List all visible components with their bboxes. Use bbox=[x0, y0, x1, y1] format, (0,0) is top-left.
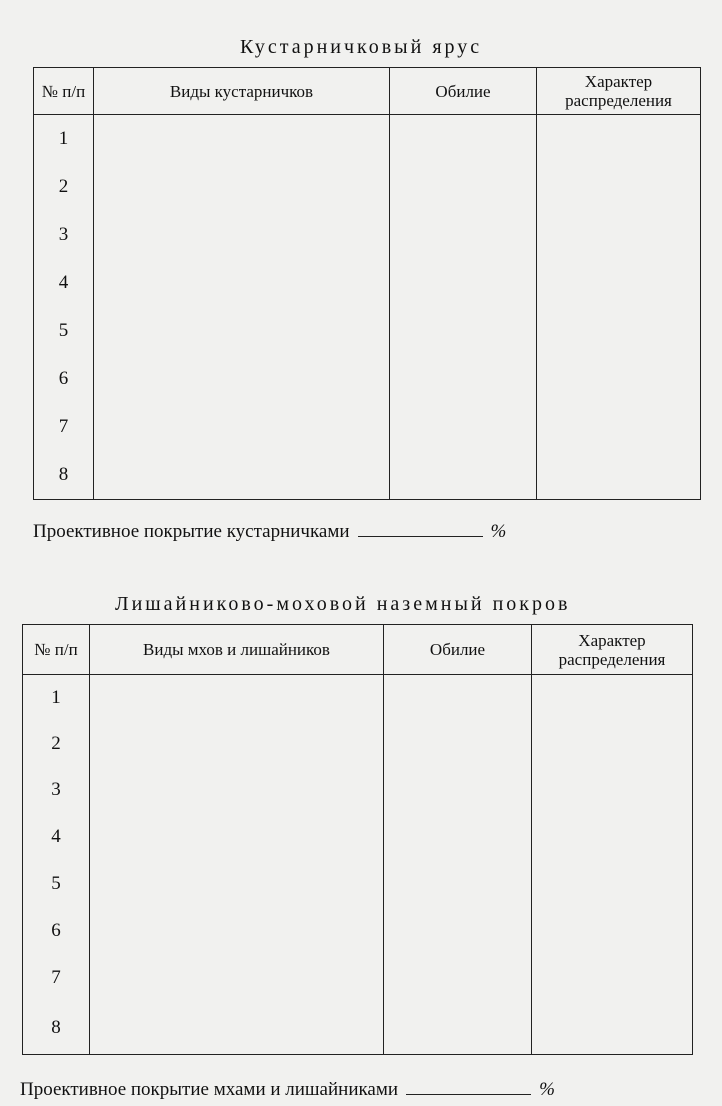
distribution-cell[interactable] bbox=[532, 675, 693, 721]
abundance-cell[interactable] bbox=[390, 451, 537, 500]
shrub-coverage-blank[interactable] bbox=[358, 520, 483, 537]
row-number: 7 bbox=[34, 403, 94, 451]
species-cell[interactable] bbox=[94, 355, 390, 403]
row-number: 2 bbox=[23, 721, 90, 767]
row-number: 2 bbox=[34, 163, 94, 211]
table-row bbox=[23, 675, 693, 721]
abundance-cell[interactable] bbox=[384, 767, 532, 814]
species-cell[interactable] bbox=[94, 451, 390, 500]
species-cell[interactable] bbox=[90, 908, 384, 955]
table-header-row bbox=[23, 625, 693, 675]
row-number: 6 bbox=[23, 908, 90, 955]
abundance-cell[interactable] bbox=[390, 211, 537, 259]
species-cell[interactable] bbox=[94, 163, 390, 211]
header-species: Виды мхов и лишайников bbox=[90, 625, 384, 675]
table-row bbox=[34, 403, 701, 451]
table-row bbox=[23, 814, 693, 861]
header-distribution: Характер распределения bbox=[532, 625, 693, 675]
distribution-cell[interactable] bbox=[537, 355, 701, 403]
header-num: № п/п bbox=[23, 625, 90, 675]
abundance-cell[interactable] bbox=[384, 1002, 532, 1055]
table-row bbox=[34, 211, 701, 259]
table-row bbox=[34, 259, 701, 307]
table-row bbox=[23, 1002, 693, 1055]
abundance-cell[interactable] bbox=[384, 955, 532, 1002]
moss-coverage-line bbox=[20, 1078, 555, 1101]
species-cell[interactable] bbox=[90, 861, 384, 908]
row-number: 5 bbox=[23, 861, 90, 908]
shrub-coverage-line bbox=[33, 520, 506, 543]
table-row bbox=[23, 767, 693, 814]
distribution-cell[interactable] bbox=[532, 861, 693, 908]
row-number: 8 bbox=[23, 1002, 90, 1055]
distribution-cell[interactable] bbox=[537, 115, 701, 163]
header-abundance: Обилие bbox=[390, 68, 537, 115]
moss-coverage-blank[interactable] bbox=[406, 1078, 531, 1095]
distribution-cell[interactable] bbox=[532, 767, 693, 814]
species-cell[interactable] bbox=[90, 675, 384, 721]
row-number: 7 bbox=[23, 955, 90, 1002]
table-header-row bbox=[34, 68, 701, 115]
table-row bbox=[34, 307, 701, 355]
abundance-cell[interactable] bbox=[390, 307, 537, 355]
row-number: 4 bbox=[23, 814, 90, 861]
species-cell[interactable] bbox=[94, 211, 390, 259]
header-species: Виды кустарничков bbox=[94, 68, 390, 115]
abundance-cell[interactable] bbox=[390, 355, 537, 403]
moss-coverage-unit: % bbox=[539, 1079, 555, 1100]
distribution-cell[interactable] bbox=[537, 163, 701, 211]
table-row bbox=[23, 955, 693, 1002]
row-number: 1 bbox=[23, 675, 90, 721]
table-row bbox=[23, 861, 693, 908]
header-num: № п/п bbox=[34, 68, 94, 115]
shrub-coverage-label: Проективное покрытие кустарничками bbox=[33, 521, 350, 542]
header-distribution: Характер распределения bbox=[537, 68, 701, 115]
table-row bbox=[34, 115, 701, 163]
moss-layer-title: Лишайниково-моховой наземный покров bbox=[115, 593, 571, 615]
abundance-cell[interactable] bbox=[390, 259, 537, 307]
row-number: 8 bbox=[34, 451, 94, 500]
row-number: 6 bbox=[34, 355, 94, 403]
abundance-cell[interactable] bbox=[384, 675, 532, 721]
species-cell[interactable] bbox=[90, 767, 384, 814]
abundance-cell[interactable] bbox=[390, 403, 537, 451]
species-cell[interactable] bbox=[90, 814, 384, 861]
distribution-cell[interactable] bbox=[537, 451, 701, 500]
abundance-cell[interactable] bbox=[384, 861, 532, 908]
species-cell[interactable] bbox=[90, 1002, 384, 1055]
abundance-cell[interactable] bbox=[384, 908, 532, 955]
row-number: 3 bbox=[23, 767, 90, 814]
table-row bbox=[23, 721, 693, 767]
distribution-cell[interactable] bbox=[537, 307, 701, 355]
distribution-cell[interactable] bbox=[532, 814, 693, 861]
table-row bbox=[23, 908, 693, 955]
header-abundance: Обилие bbox=[384, 625, 532, 675]
table-row bbox=[34, 355, 701, 403]
abundance-cell[interactable] bbox=[390, 163, 537, 211]
moss-coverage-label: Проективное покрытие мхами и лишайниками bbox=[20, 1079, 399, 1100]
distribution-cell[interactable] bbox=[537, 211, 701, 259]
row-number: 1 bbox=[34, 115, 94, 163]
table-row bbox=[34, 451, 701, 500]
species-cell[interactable] bbox=[94, 115, 390, 163]
species-cell[interactable] bbox=[94, 259, 390, 307]
distribution-cell[interactable] bbox=[532, 1002, 693, 1055]
row-number: 5 bbox=[34, 307, 94, 355]
species-cell[interactable] bbox=[90, 955, 384, 1002]
distribution-cell[interactable] bbox=[532, 721, 693, 767]
distribution-cell[interactable] bbox=[537, 259, 701, 307]
species-cell[interactable] bbox=[94, 403, 390, 451]
shrub-layer-table bbox=[33, 67, 701, 500]
abundance-cell[interactable] bbox=[384, 721, 532, 767]
species-cell[interactable] bbox=[94, 307, 390, 355]
abundance-cell[interactable] bbox=[384, 814, 532, 861]
row-number: 3 bbox=[34, 211, 94, 259]
row-number: 4 bbox=[34, 259, 94, 307]
distribution-cell[interactable] bbox=[532, 908, 693, 955]
moss-layer-table bbox=[22, 624, 693, 1055]
species-cell[interactable] bbox=[90, 721, 384, 767]
table-row bbox=[34, 163, 701, 211]
shrub-coverage-unit: % bbox=[490, 521, 507, 542]
abundance-cell[interactable] bbox=[390, 115, 537, 163]
distribution-cell[interactable] bbox=[537, 403, 701, 451]
distribution-cell[interactable] bbox=[532, 955, 693, 1002]
shrub-layer-title: Кустарничковый ярус bbox=[240, 36, 483, 58]
